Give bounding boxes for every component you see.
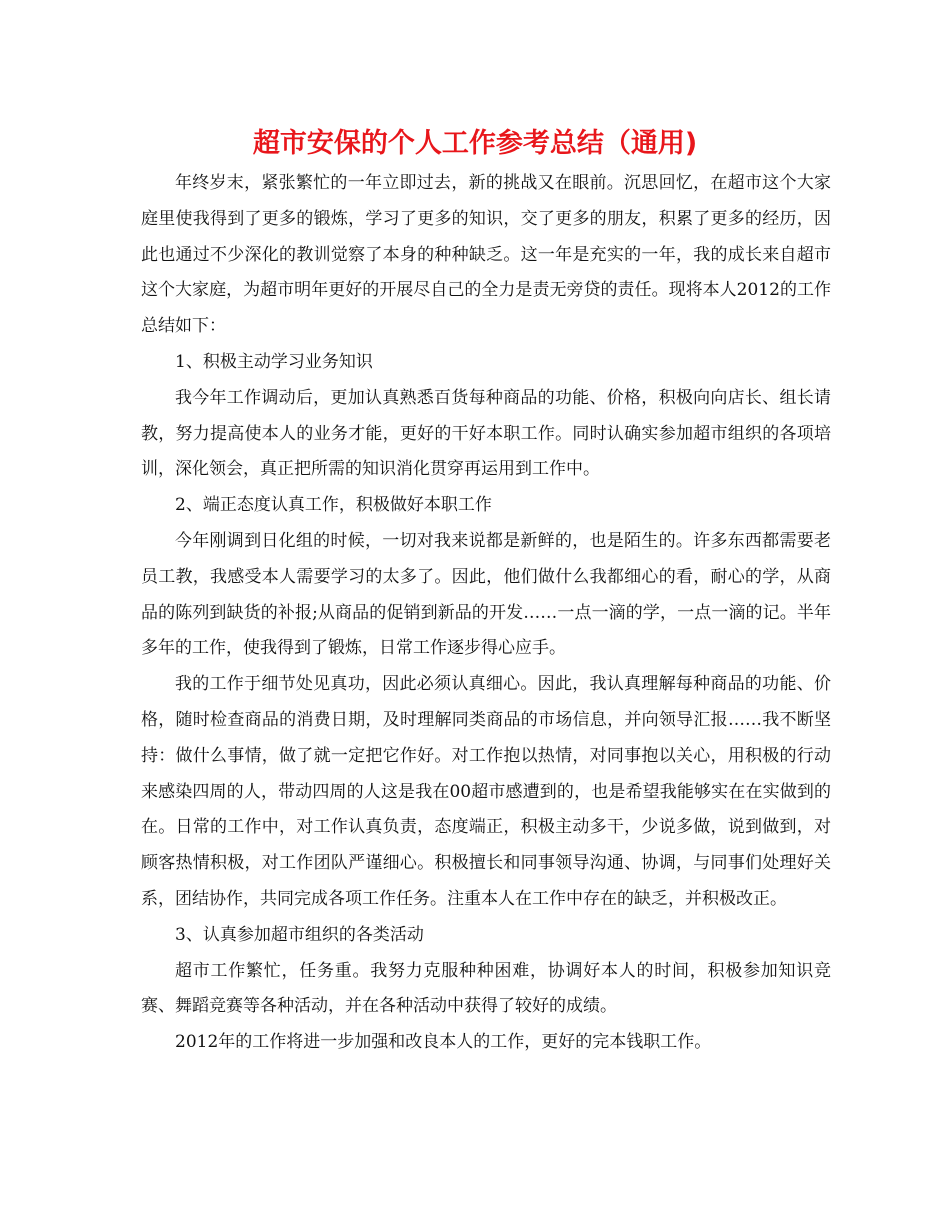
section-3-paragraph: 超市工作繁忙，任务重。我努力克服种种困难，协调好本人的时间，积极参加知识竞赛、舞蹈竞赛等各种活动，并在各种活动中获得了较好的成绩。 xyxy=(141,960,831,1017)
section-1-paragraph: 我今年工作调动后，更加认真熟悉百货每种商品的功能、价格，积极向向店长、组长请教，努力提高使本人的业务才能，更好的干好本职工作。同时认确实参加超市组织的各项培训，深化领会，真正把所需的知识消化贯穿再运用到工作中。 xyxy=(141,387,831,480)
section-heading-1: 1、积极主动学习业务知识 xyxy=(175,351,373,372)
section-2-paragraph-1: 今年刚调到日化组的时候，一切对我来说都是新鲜的，也是陌生的。许多东西都需要老员工教，我感受本人需要学习的太多了。因此，他们做什么我都细心的看，耐心的学，从商品的陈列到缺货的补报;从商品的促销到新品的开发……一点一滴的学，一点一滴的记。半年多年的工作，使我得到了锻炼，日常工作逐步得心应手。 xyxy=(141,530,831,659)
document-body xyxy=(141,166,831,1061)
section-2-paragraph-2: 我的工作于细节处见真功，因此必须认真细心。因此，我认真理解每种商品的功能、价格，随时检查商品的消费日期，及时理解同类商品的市场信息，并向领导汇报……我不断坚持：做什么事情，做了就一定把它作好。对工作抱以热情，对同事抱以关心，用积极的行动来感染四周的人，带动四周的人这是我在00超市感遭到的，也是希望我能够实在在实做到的在。日常的工作中，对工作认真负责，态度端正，积极主动多干，少说多做，说到做到，对顾客热情积极，对工作团队严谨细心。积极擅长和同事领导沟通、协调，与同事们处理好关系，团结协作，共同完成各项工作任务。注重本人在工作中存在的缺乏，并积极改正。 xyxy=(141,674,831,909)
document-title: 超市安保的个人工作参考总结（通用) xyxy=(252,128,698,159)
closing-paragraph: 2012年的工作将进一步加强和改良本人的工作，更好的完本钱职工作。 xyxy=(175,1032,712,1053)
section-heading-3: 3、认真参加超市组织的各类活动 xyxy=(175,924,424,945)
section-heading-2: 2、端正态度认真工作，积极做好本职工作 xyxy=(175,495,492,516)
intro-paragraph: 年终岁末，紧张繁忙的一年立即过去，新的挑战又在眼前。沉思回忆，在超市这个大家庭里使我得到了更多的锻炼，学习了更多的知识，交了更多的朋友，积累了更多的经历，因此也通过不少深化的教训觉察了本身的种种缺乏。这一年是充实的一年，我的成长来自超市这个大家庭，为超市明年更好的开展尽自己的全力是责无旁贷的责任。现将本人2012的工作总结如下： xyxy=(141,173,831,337)
